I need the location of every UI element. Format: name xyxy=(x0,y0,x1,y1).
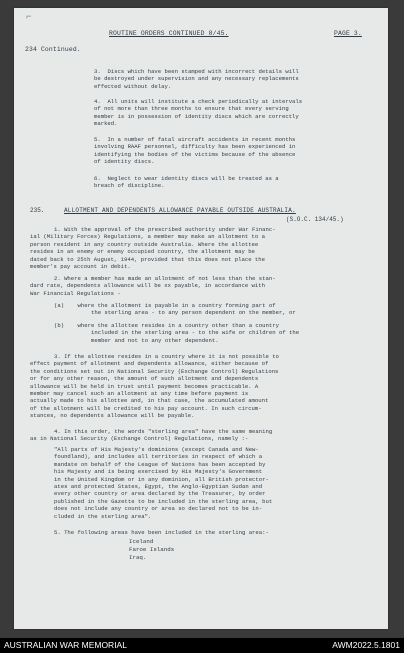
para-235-1: 1. With the approval of the prescribed authority under War Financ- ial (Military Forces) Regulations, a member may make an allotment to a person resident in any country outside Australia. Where the allottee resides in an enemy or enemy occupied country, the allotment may be dated back to 25th August, 1944, provided that this does not place the member's pay account in debit. xyxy=(30,226,276,271)
archive-id: AWM2022.5.1801 xyxy=(332,640,400,650)
para-235-5: 5. The following areas have been included in the sterling area:- xyxy=(54,529,269,536)
section-number: 235. xyxy=(30,207,45,214)
list-item: Iraq. xyxy=(129,554,147,561)
continued-label: 234 Continued. xyxy=(25,46,81,53)
section-reference: (S.O.C. 134/45.) xyxy=(286,216,344,223)
para-234-4: 4. All units will institute a check periodically at intervals of not more than three months to ensure that every serving member is in possession of identity discs which are correctly marked. xyxy=(94,98,303,128)
para-234-6: 6. Neglect to wear identity discs will be treated as a breach of discipline. xyxy=(94,175,279,190)
para-235-2: 2. Where a member has made an allotment of not less than the stan- dard rate, dependents allowance will be xx payable, in accordance with War Financial Regulations - xyxy=(30,275,276,297)
places-list xyxy=(129,538,174,562)
sterling-area-definition: "All parts of His Majesty's dominions (except Canada and New- foundland), and includes all territories in respect of which a mandate on behalf of the League of Nations has been accepted by his Majesty and is being exercised by His Majesty's Government in the United Kingdom or in any dominion, all British protector- ates and protected States, Egypt, the Anglo-Egyptian Sudan and every other country or area declared by the Treasurer, by order published in the Gazette to be included in the sterling area, but does not include any country or area so declared not to be in- cluded in the sterling area". xyxy=(54,446,273,520)
section-title: ALLOTMENT AND DEPENDENTS ALLOWANCE PAYABLE OUTSIDE AUSTRALIA. xyxy=(64,207,296,214)
para-234-3: 3. Discs which have been stamped with incorrect details will be destroyed under supervision and any necessary replacements effected without delay. xyxy=(94,68,299,90)
page-title: ROUTINE ORDERS CONTINUED 8/45. xyxy=(109,30,229,37)
para-235-2b: (b) where the allottee resides in a country other than a country included in the sterling area - to the wife or children of the member and not to any other dependent. xyxy=(54,322,300,344)
list-item: Faroe Islands xyxy=(129,546,175,553)
document-page xyxy=(14,8,388,629)
archive-name: AUSTRALIAN WAR MEMORIAL xyxy=(4,640,127,650)
para-235-2a: (a) where the allotment is payable in a country forming part of the sterling area - to any person dependent on the member, or xyxy=(54,302,296,317)
archive-footer xyxy=(0,638,404,653)
corner-mark-icon: ⌐ xyxy=(26,12,32,22)
para-235-3: 3. If the allottee resides in a country where it is not possible to effect payment of allotment and dependents allowance, either because of the conditions set out in National Security (Exchange Control) Regulations or for any other reason, the amount of such allotment and dependents allowance will be held in trust until payment becomes practicable. A member may cancel such an allotment at any time before payment is actually made to his allottee and, in that case, the accumulated amount of the allotment will be credited to his pay account. In such circum- stances, no dependents allowance will be payable. xyxy=(30,353,279,420)
para-235-4: 4. In this order, the words "sterling area" have the same meaning as in National Security (Exchange Control) Regulations, namely :- xyxy=(30,428,273,443)
list-item: Iceland xyxy=(129,538,154,545)
para-234-5: 5. In a number of fatal aircraft accidents in recent months involving RAAF personnel, difficulty has been experienced in identifying the bodies of the victims because of the absence of identity discs. xyxy=(94,136,296,166)
page-number: PAGE 3. xyxy=(334,30,362,37)
